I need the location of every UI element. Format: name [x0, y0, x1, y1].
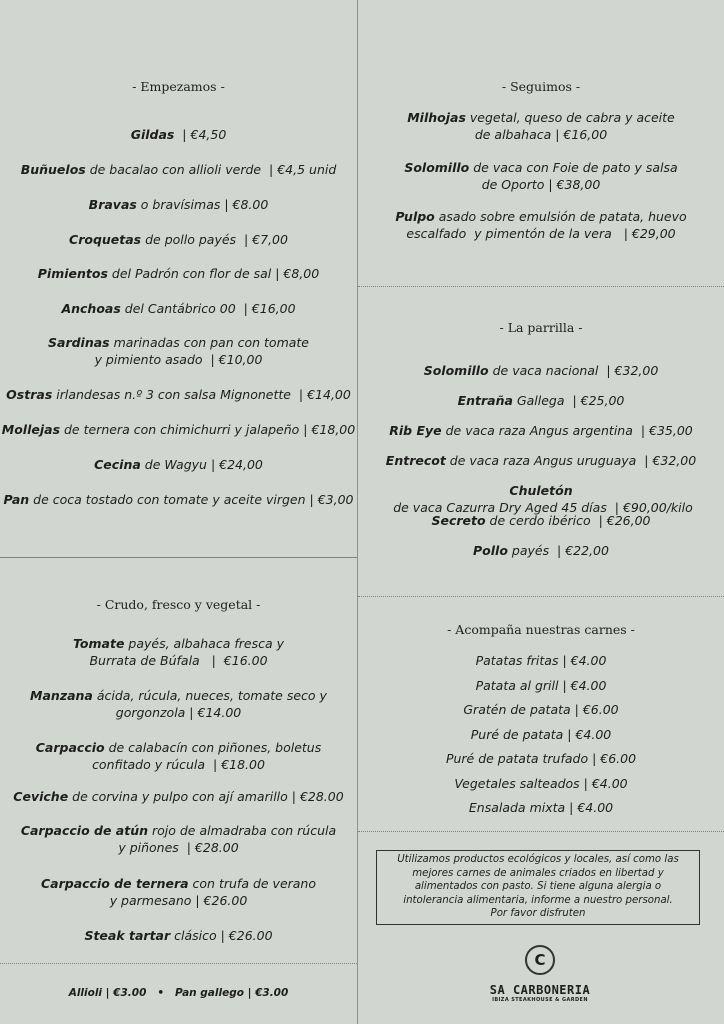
dish-description-line2: escalfado y pimentón de la vera | €29,00 [406, 226, 676, 241]
dish-name: Buñuelos [20, 162, 86, 177]
dish-description: ácida, rúcula, nueces, tomate seco y [92, 688, 327, 703]
dish-description-line2: de Oporto | €38,00 [481, 177, 601, 192]
menu-item [0, 334, 357, 368]
dish-name: Carpaccio [35, 740, 105, 755]
dish-description: de calabacín con piñones, boletus [104, 740, 322, 755]
brand-tagline: IBIZA STEAKHOUSE & GARDEN [492, 997, 588, 1003]
dish-description: marinadas con pan con tomate [109, 335, 309, 350]
dish-description: con trufa de verano [188, 876, 317, 891]
side-dish: Patata al grill | €4.00 [475, 678, 607, 693]
dish-name: Mollejas [1, 422, 61, 437]
dish-description: irlandesas n.º 3 con salsa Mignonette | €14,00 [52, 387, 351, 402]
dish-description-line2: confitado y rúcula | €18.00 [92, 757, 265, 772]
dish-description: asado sobre emulsión de patata, huevo [434, 209, 687, 224]
logo-c-icon: C [525, 945, 555, 975]
brand-logo [484, 945, 596, 1003]
bullet: • [157, 987, 165, 999]
dish-description: del Cantábrico 00 | €16,00 [120, 301, 296, 316]
dish-description: de vaca raza Angus uruguaya | €32,00 [445, 453, 697, 468]
notice-line: mejores carnes de animales criados en libertad y [412, 867, 664, 879]
menu-item [358, 726, 724, 743]
section-divider [0, 557, 357, 558]
dish-description-line2: gorgonzola | €14.00 [115, 705, 242, 720]
dish-name: Milhojas [407, 110, 466, 125]
section-title: - Acompaña nuestras carnes - [447, 622, 635, 637]
section-title: - La parrilla - [499, 320, 583, 335]
dish-description-line2: y pimiento asado | €10,00 [94, 352, 263, 367]
menu-item [358, 362, 724, 379]
dish-name: Gildas [130, 127, 175, 142]
menu-item [0, 927, 357, 944]
dish-description: de vaca nacional | €32,00 [488, 363, 659, 378]
dish-description: o bravísimas | €8.00 [136, 197, 269, 212]
side-dish: Vegetales salteados | €4.00 [454, 776, 628, 791]
dish-name: Cecina [94, 457, 141, 472]
allergy-notice [376, 850, 700, 925]
menu-item [0, 300, 357, 317]
dish-name: Pulpo [395, 209, 435, 224]
dish-name: Chuletón [509, 483, 573, 498]
dish-name: Carpaccio de atún [20, 823, 149, 838]
dish-name: Tomate [73, 636, 125, 651]
menu-item [358, 208, 724, 242]
section-seguimos [358, 78, 724, 95]
menu-item [0, 491, 357, 508]
notice-line: intolerancia alimentaria, informe a nuestro personal. [403, 894, 673, 906]
dish-description: payés, albahaca fresca y [124, 636, 284, 651]
menu-item [358, 652, 724, 669]
dish-description: | €4,50 [174, 127, 227, 142]
menu-item [358, 392, 724, 409]
dish-description-line2: y piñones | €28.00 [118, 840, 239, 855]
dish-description-line2: de albahaca | €16,00 [474, 127, 608, 142]
pan-gallego-price: Pan gallego | €3.00 [175, 987, 289, 999]
side-dish: Puré de patata trufado | €6.00 [445, 751, 637, 766]
side-dish: Patatas fritas | €4.00 [475, 653, 607, 668]
dish-name: Ceviche [13, 789, 69, 804]
notice-line: Utilizamos productos ecológicos y locales, así como las [397, 854, 679, 865]
menu-item [0, 126, 357, 143]
dish-description-line2: Burrata de Búfala | €16.00 [89, 653, 268, 668]
dish-description: de pollo payés | €7,00 [141, 232, 288, 247]
dish-name: Entrecot [385, 453, 446, 468]
dish-description: rojo de almadraba con rúcula [148, 823, 337, 838]
menu-item [0, 196, 357, 213]
dish-name: Solomillo [404, 160, 470, 175]
dish-description: de corvina y pulpo con ají amarillo | €28.00 [68, 789, 344, 804]
dish-description: de Wagyu | €24,00 [140, 457, 263, 472]
dish-name: Manzana [30, 688, 93, 703]
dish-description: clásico | €26.00 [170, 928, 273, 943]
menu-item [0, 421, 357, 438]
section-acompana [358, 621, 724, 638]
section-title: - Seguimos - [501, 79, 581, 94]
section-empezamos [0, 78, 357, 95]
dish-name: Pimientos [37, 266, 108, 281]
menu-item [0, 161, 357, 178]
menu-item [0, 822, 357, 856]
sides-footer [0, 987, 357, 999]
dish-description: de vaca raza Angus argentina | €35,00 [441, 423, 693, 438]
dish-name: Secreto [431, 513, 486, 528]
dish-name: Pollo [473, 543, 508, 558]
allioli-price: Allioli | €3.00 [68, 987, 147, 999]
menu-item [0, 386, 357, 403]
menu-item [358, 750, 724, 767]
dish-description: de cerdo ibérico | €26,00 [485, 513, 651, 528]
section-divider [358, 596, 724, 597]
menu-item [358, 452, 724, 469]
dish-description: de bacalao con allioli verde | €4,5 unid [85, 162, 337, 177]
menu-item [0, 739, 357, 773]
dish-name: Bravas [88, 197, 137, 212]
menu-item [358, 701, 724, 718]
dish-description: de vaca Cazurra Dry Aged 45 días | €90,00/kilo [389, 500, 693, 515]
menu-item [358, 799, 724, 816]
dish-name: Steak tartar [84, 928, 171, 943]
menu-item [358, 482, 724, 516]
dish-description: vegetal, queso de cabra y aceite [465, 110, 675, 125]
section-divider [358, 831, 724, 832]
side-dish: Puré de patata | €4.00 [470, 727, 612, 742]
section-title: - Crudo, fresco y vegetal - [96, 597, 261, 612]
dish-name: Pan [3, 492, 30, 507]
menu-item [358, 775, 724, 792]
dish-description: de ternera con chimichurri y jalapeño | €18,00 [60, 422, 356, 437]
notice-line: alimentados con pasto. Si tiene alguna alergia o [414, 881, 662, 892]
menu-item [358, 109, 724, 143]
brand-name: SA CARBONERIA [489, 983, 591, 997]
dish-name: Rib Eye [389, 423, 442, 438]
dish-name: Solomillo [423, 363, 489, 378]
notice-line: Por favor disfruten [490, 908, 586, 919]
dish-description: de vaca con Foie de pato y salsa [469, 160, 678, 175]
dish-name: Anchoas [61, 301, 121, 316]
dish-description: Gallega | €25,00 [512, 393, 625, 408]
dish-name: Croquetas [69, 232, 142, 247]
menu-item [0, 265, 357, 282]
section-parrilla [358, 319, 724, 336]
menu-item [358, 542, 724, 559]
section-title: - Empezamos - [132, 79, 225, 94]
menu-item [0, 456, 357, 473]
side-dish: Ensalada mixta | €4.00 [468, 800, 614, 815]
menu-item [358, 422, 724, 439]
menu-item [358, 159, 724, 193]
menu-item [358, 512, 724, 529]
dish-name: Entraña [457, 393, 513, 408]
dish-description: payés | €22,00 [507, 543, 609, 558]
section-divider [358, 286, 724, 287]
menu-item [0, 231, 357, 248]
dish-description: del Padrón con flor de sal | €8,00 [107, 266, 320, 281]
section-crudo [0, 596, 357, 613]
dish-name: Sardinas [48, 335, 110, 350]
menu-item [0, 635, 357, 669]
menu-item [0, 875, 357, 909]
menu-item [358, 677, 724, 694]
dish-name: Carpaccio de ternera [40, 876, 189, 891]
dish-description-line2: y parmesano | €26.00 [109, 893, 248, 908]
dish-name: Ostras [6, 387, 53, 402]
section-divider [0, 963, 357, 964]
side-dish: Gratén de patata | €6.00 [463, 702, 619, 717]
menu-item [0, 788, 357, 805]
dish-description: de coca tostado con tomate y aceite virgen | €3,00 [29, 492, 354, 507]
menu-item [0, 687, 357, 721]
